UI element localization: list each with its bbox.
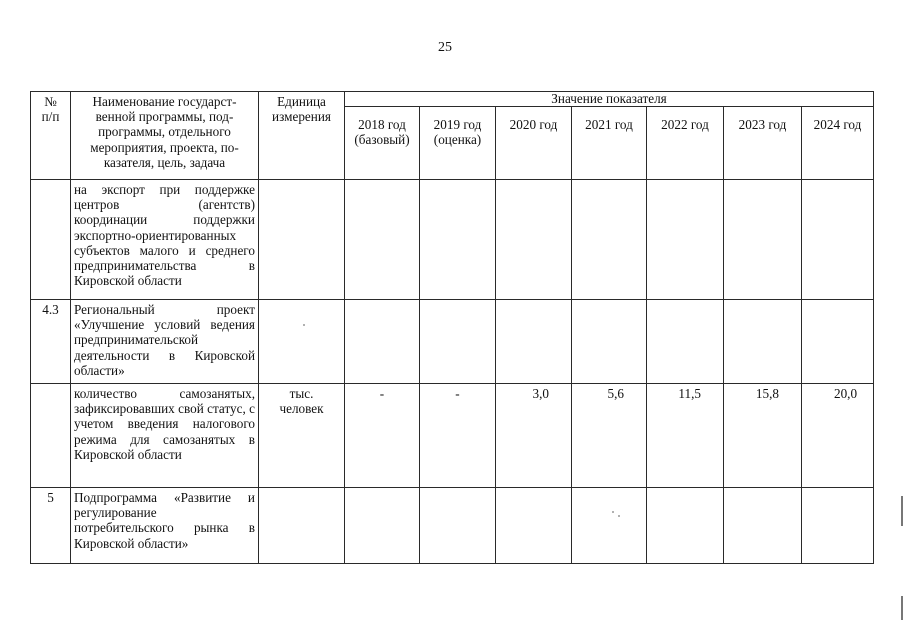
table-row <box>31 180 874 300</box>
row-value <box>496 488 572 564</box>
scan-edge-mark <box>901 596 903 620</box>
header-values-label: Значение показателя <box>345 92 874 107</box>
row-value <box>420 300 496 384</box>
row-num <box>31 180 71 300</box>
row-num <box>31 384 71 488</box>
row-num: 5 <box>31 488 71 564</box>
header-year: 2022 год <box>647 107 724 180</box>
row-unit <box>259 180 345 300</box>
scan-speck <box>303 324 305 326</box>
row-value <box>572 180 647 300</box>
row-value: 3,0 <box>496 384 572 488</box>
row-value <box>345 488 420 564</box>
header-num: № п/п <box>31 92 71 180</box>
row-value: 11,5 <box>647 384 724 488</box>
scan-speck <box>612 511 614 513</box>
header-year: 2020 год <box>496 107 572 180</box>
table-row <box>31 300 874 384</box>
row-name: Региональный проект «Улучшение условий ведения предпринимательской деятельности в Кировской области» <box>71 300 259 384</box>
row-value <box>724 300 802 384</box>
header-year: 2021 год <box>572 107 647 180</box>
row-value <box>802 488 874 564</box>
row-unit <box>259 300 345 384</box>
row-unit <box>259 488 345 564</box>
row-value <box>724 488 802 564</box>
row-value <box>647 300 724 384</box>
row-name: количество самозанятых, зафиксировавших свой статус, с учетом введения налогового режима для самозанятых в Кировской области <box>71 384 259 488</box>
indicator-table <box>30 91 874 564</box>
header-year: 2024 год <box>802 107 874 180</box>
row-value <box>647 180 724 300</box>
row-value: 20,0 <box>802 384 874 488</box>
row-name: Подпрограмма «Развитие и регулирование потребительского рынка в Кировской области» <box>71 488 259 564</box>
row-value <box>647 488 724 564</box>
table-row <box>31 384 874 488</box>
row-value: - <box>420 384 496 488</box>
row-value: 15,8 <box>724 384 802 488</box>
row-value <box>345 300 420 384</box>
table-row <box>31 488 874 564</box>
scan-speck <box>618 515 620 517</box>
row-value <box>420 180 496 300</box>
row-value <box>802 180 874 300</box>
row-value: - <box>345 384 420 488</box>
row-value <box>802 300 874 384</box>
header-unit: Единица измерения <box>259 92 345 180</box>
row-value <box>572 488 647 564</box>
row-value <box>724 180 802 300</box>
row-num: 4.3 <box>31 300 71 384</box>
row-value <box>572 300 647 384</box>
table-header-row <box>31 92 874 107</box>
header-year: 2023 год <box>724 107 802 180</box>
row-value <box>496 180 572 300</box>
row-value <box>345 180 420 300</box>
page-number: 25 <box>438 40 452 55</box>
row-value: 5,6 <box>572 384 647 488</box>
row-value <box>420 488 496 564</box>
scan-edge-mark <box>901 496 903 526</box>
header-year: 2019 год (оценка) <box>420 107 496 180</box>
row-unit: тыс. человек <box>259 384 345 488</box>
header-name: Наименование государст- венной программы, под- программы, отдельного мероприятия, проекта, по- казателя, цель, задача <box>71 92 259 180</box>
row-name: на экспорт при поддержке центров (агентств) координации поддержки экспортно-ориентированных субъектов малого и среднего предпринимательства в Кировской области <box>71 180 259 300</box>
header-year: 2018 год (базовый) <box>345 107 420 180</box>
row-value <box>496 300 572 384</box>
